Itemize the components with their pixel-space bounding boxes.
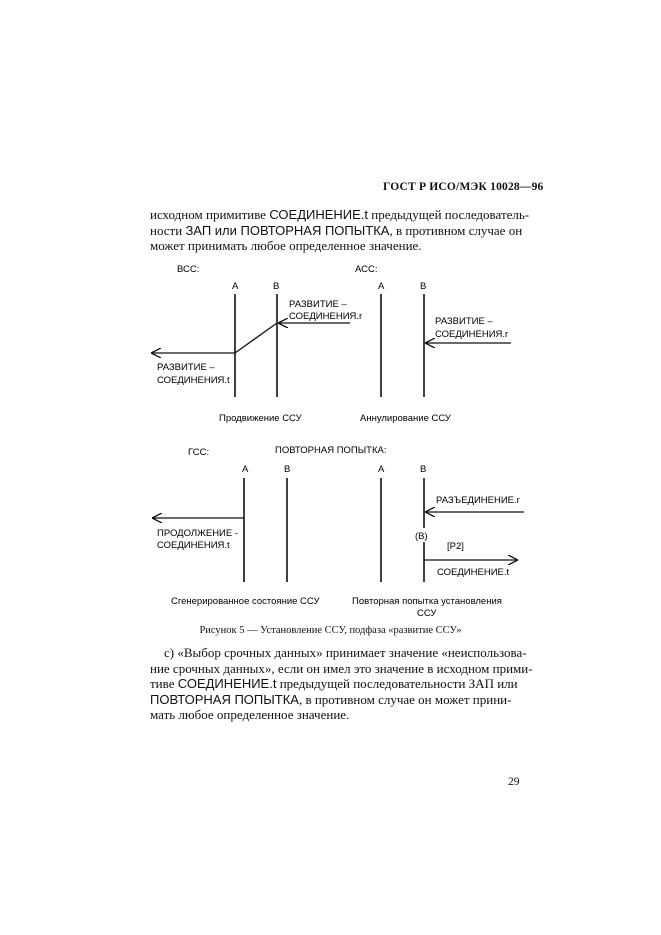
panel-retry: [275, 445, 524, 619]
panel-bcc: [152, 264, 362, 424]
panel-title: Аннулирование ССУ: [360, 413, 451, 424]
incoming-message-line2: СОЕДИНЕНИЯ.r: [289, 311, 363, 322]
column-b-label: В: [420, 464, 427, 475]
state-label: ГСС:: [188, 447, 210, 458]
panel-title-line1: Повторная попытка установления: [352, 596, 502, 607]
outgoing-message-line1: РАЗВИТИЕ –: [157, 362, 215, 373]
paragraph-line: с) «Выбор срочных данных» принимает значение «неиспользова-: [164, 645, 527, 660]
panel-acc: [355, 264, 511, 424]
panel-title: Продвижение ССУ: [219, 413, 302, 424]
column-b-label: В: [284, 464, 291, 475]
incoming-message-line1: РАЗВИТИЕ –: [289, 299, 347, 310]
paragraph-line: ние срочных данных», если он имел это значение в исходном прими-: [150, 660, 533, 676]
state-label: ВСС:: [177, 264, 200, 275]
paragraph-line: мать любое определенное значение.: [150, 707, 350, 722]
page-number: 29: [508, 776, 520, 788]
column-a-label: А: [232, 281, 239, 292]
column-a-label: А: [378, 281, 385, 292]
incoming-message-line1: РАЗВИТИЕ –: [435, 316, 493, 327]
state-marker: (В): [415, 531, 428, 542]
panel-gcc: [153, 447, 320, 607]
column-b-label: В: [420, 281, 427, 292]
outgoing-message-line2: СОЕДИНЕНИЯ.t: [157, 540, 230, 551]
column-b-label: В: [273, 281, 280, 292]
panel-title: Сгенерированное состояние ССУ: [171, 596, 320, 607]
panel-title-line2: ССУ: [417, 608, 437, 619]
incoming-message-line2: СОЕДИНЕНИЯ.r: [435, 329, 509, 340]
outgoing-message-line1: ПРОДОЛЖЕНИЕ -: [157, 528, 239, 539]
incoming-message: РАЗЪЕДИНЕНИЕ.r: [436, 495, 520, 506]
figure-caption: Рисунок 5 — Установление ССУ, подфаза «развитие ССУ»: [199, 625, 462, 636]
state-label: АСС:: [355, 264, 378, 275]
paragraph-line: может принимать любое определенное значение.: [150, 238, 422, 253]
column-a-label: А: [242, 464, 249, 475]
condition-label: [Р2]: [447, 541, 464, 552]
outgoing-message: СОЕДИНЕНИЕ.t: [437, 567, 510, 578]
outgoing-message-line2: СОЕДИНЕНИЯ.t: [157, 375, 230, 386]
state-label: ПОВТОРНАЯ ПОПЫТКА:: [275, 445, 387, 456]
paragraph-line: тиве СОЕДИНЕНИЕ.t предыдущей последовательности ЗАП или: [150, 676, 518, 691]
transition-line: [235, 323, 277, 353]
paragraph-line: ПОВТОРНАЯ ПОПЫТКА, в противном случае он может прини-: [150, 691, 512, 707]
paragraph-bottom: [150, 645, 533, 723]
column-a-label: А: [378, 464, 385, 475]
document-header: ГОСТ Р ИСО/МЭК 10028—96: [383, 181, 544, 193]
paragraph-line: ности ЗАП или ПОВТОРНАЯ ПОПЫТКА, в противном случае он: [150, 222, 523, 238]
paragraph-line: исходном примитиве СОЕДИНЕНИЕ.t предыдущей последователь-: [150, 207, 530, 222]
